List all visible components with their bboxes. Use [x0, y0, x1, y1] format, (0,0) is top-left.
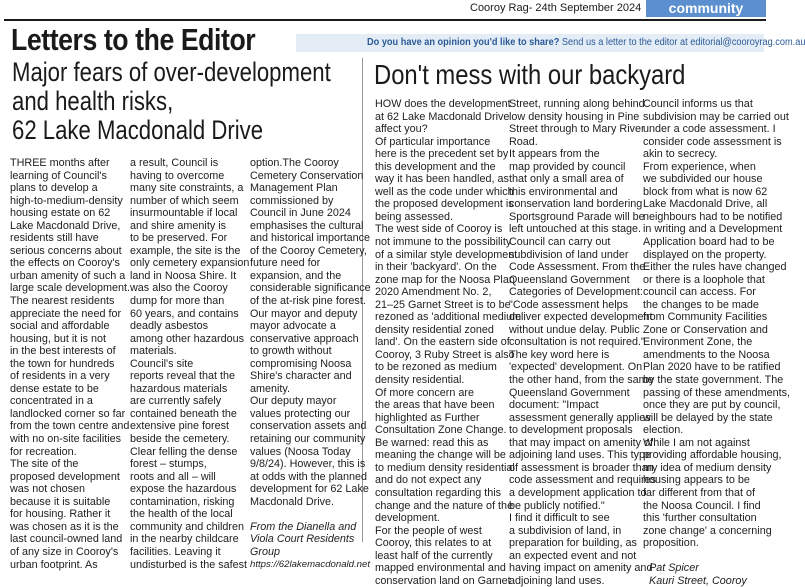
text-line: Code Assessment. From the [509, 261, 646, 274]
text-line: urban amenity of such a [10, 269, 126, 282]
text-line: preparation for building, as [509, 537, 637, 550]
text-line: compromising Noosa [250, 357, 352, 370]
text-line: landlocked corner so far [10, 407, 126, 420]
letter1-column-3 [250, 157, 371, 571]
letter1-headline [12, 58, 331, 145]
text-line: passing of these amendments, [643, 386, 791, 399]
letter1-column-2 [130, 157, 249, 571]
text-line: in their 'backyard'. On the [375, 261, 497, 274]
text-line: here is the precedent set by [375, 148, 509, 161]
text-line: and historical importance [250, 232, 371, 245]
text-line: conservation assets and [250, 420, 367, 433]
text-line: displayed on the property. [643, 248, 767, 261]
text-line: council can access. For [643, 286, 756, 299]
text-line: meaning the change will be [375, 449, 506, 462]
text-line: a result, Council is [130, 157, 219, 169]
text-line: of a similar style development [375, 248, 518, 261]
text-line: Council can carry out [509, 236, 611, 249]
text-line: Queensland Government [509, 273, 630, 286]
text-line: consider code assessment is [643, 135, 782, 148]
text-line: extensive pine forest [130, 420, 230, 433]
text-line: emphasises the cultural [250, 219, 364, 232]
text-line: the Noosa Council. I find [643, 499, 761, 512]
text-line: dense estate to be [10, 382, 99, 395]
text-line: from Community Facilities [643, 311, 768, 324]
text-line: Cooroy, this relates to at [375, 537, 492, 550]
text-line: Categories of Development: [509, 286, 643, 299]
text-line: housing, but it is not [10, 332, 107, 345]
text-line: was chosen as it is the [10, 520, 119, 533]
text-line: to be preserved. For [130, 232, 228, 245]
text-line: providing affordable housing, [643, 449, 782, 462]
text-line: Shire's character and [250, 370, 352, 383]
text-line: an expected event and not [509, 549, 637, 562]
text-line: density residential zoned [375, 323, 494, 336]
text-line: 'expected' development. On [509, 361, 643, 374]
text-line: proposition. [643, 537, 699, 550]
text-line: amenity. [250, 382, 291, 395]
text-line: expose the hazardous [130, 483, 237, 496]
text-line: Our deputy mayor [250, 395, 337, 408]
text-line: rezoned as 'additional medium [375, 311, 522, 324]
text-line: election. [643, 424, 684, 437]
text-line: or there is a loophole that [643, 273, 765, 286]
section-tag: community [646, 0, 766, 17]
text-line: "Code assessment helps [509, 298, 629, 311]
text-line: urban footprint. As [10, 558, 98, 571]
text-line: Our mayor and deputy [250, 307, 358, 320]
text-line: low density housing in Pine [509, 110, 640, 123]
text-line: plans to develop a [10, 182, 98, 195]
text-line: block from what is now 62 [643, 185, 768, 198]
text-line: adjoining land uses. This type [509, 449, 652, 462]
spacer [643, 550, 790, 563]
text-line: The site of the [10, 458, 79, 471]
text-line: amendments to the Noosa [643, 348, 770, 361]
text-line: From the Dianella and [250, 520, 357, 533]
text-line: because it is suitable [10, 495, 111, 508]
text-line: the changes to be made [643, 298, 759, 311]
text-line: being assessed. [375, 210, 454, 223]
text-line: last council-owned land [10, 533, 123, 546]
text-line: akin to secrecy. [643, 148, 718, 161]
text-line: Be warned: read this as [375, 436, 489, 449]
text-line: number of which seem [130, 194, 239, 207]
publication-date: Cooroy Rag- 24th September 2024 [470, 2, 642, 14]
text-line: housing estate on 62 [10, 207, 111, 220]
text-line: Consultation Zone Change. [375, 424, 507, 437]
text-line: not immune to the possibility [375, 236, 512, 249]
text-line: we subdivided our house [643, 173, 763, 186]
text-line: Of particular importance [375, 135, 491, 148]
text-line: be publicly notified." [509, 499, 605, 512]
text-line: conservation land on Garnet [375, 574, 511, 587]
text-line: materials. [130, 345, 177, 358]
text-line: consultation is not required." [509, 336, 645, 349]
text-line: deliver expected development [509, 311, 653, 324]
text-line: having to overcome [130, 169, 225, 182]
text-line: retaining our community [250, 433, 366, 446]
text-line: forest – stumps, [130, 458, 207, 471]
text-line: consultation regarding this [375, 486, 502, 499]
text-line: in writing and a Development [643, 223, 783, 236]
text-line: of any size in Cooroy's [10, 545, 119, 558]
text-line: at odds with the planned [250, 470, 368, 483]
letter2-column-3 [643, 98, 790, 587]
text-line: 2020 Amendment No. 2, [375, 286, 492, 299]
text-line: HOW does the development [375, 98, 511, 110]
text-line: Plan 2020 have to be ratified [643, 361, 781, 374]
text-line: only cemetery expansion [130, 257, 250, 270]
text-line: way it has been handled, as [375, 173, 509, 186]
text-line: once they are put by council, [643, 399, 781, 412]
text-line: are currently safely [130, 395, 222, 408]
text-line: and shire amenity is [130, 219, 227, 232]
text-line: deadly asbestos [130, 320, 209, 333]
text-line: at 62 Lake Macdonald Drive [375, 110, 510, 123]
text-line: neighbours had to be notified [643, 210, 783, 223]
text-line: in the nearby childcare [130, 533, 239, 546]
text-line: change and the nature of the [375, 499, 514, 512]
text-line: learning of Council's [10, 169, 107, 182]
text-line: dump for more than [130, 295, 225, 308]
text-line: The key word here is [509, 348, 610, 361]
text-line: Queensland Government [509, 386, 630, 399]
text-line: option.The Cooroy [250, 157, 339, 169]
text-line: the town for hundreds [10, 357, 115, 370]
text-line: hazardous materials [130, 382, 228, 395]
text-line: Sportsground Parade will be [509, 210, 645, 223]
header-rule [4, 19, 766, 21]
text-line: subdivision may be carried out [643, 110, 789, 123]
text-line: density residential. [375, 374, 465, 387]
text-line: high-to-medium-density [10, 194, 123, 207]
letter1-headline-line: Major fears of over-development [12, 57, 331, 87]
text-line: least half of the currently [375, 549, 493, 562]
text-line: adjoining land uses. [509, 574, 605, 587]
text-line: far different from that of [643, 486, 756, 499]
text-line: Zone or Conservation and [643, 323, 768, 336]
text-line: values (Noosa Today [250, 445, 351, 458]
text-line: left untouched at this stage. [509, 223, 642, 236]
text-line: for housing. Rather it [10, 508, 111, 521]
text-line: by the state government. The [643, 374, 784, 387]
text-line: Cemetery Conservation [250, 169, 364, 182]
text-line: to be rezoned as medium [375, 361, 497, 374]
text-line: contamination, risking [130, 495, 235, 508]
text-line: a development application to [509, 486, 647, 499]
text-line: values protecting our [250, 407, 351, 420]
text-line: code assessment and requires [509, 474, 657, 487]
text-line: concentrated in a [10, 395, 93, 408]
text-line: example, the site is the [130, 244, 241, 257]
text-line: the effects on Cooroy's [10, 257, 120, 270]
text-line: my idea of medium density [643, 461, 772, 474]
text-line: zone map for the Noosa Plan [375, 273, 515, 286]
text-line: highlighted as Further [375, 411, 480, 424]
text-line: to medium density residential [375, 461, 515, 474]
text-line: Of more concern are [375, 386, 475, 399]
text-line: Group [250, 545, 281, 558]
page-title: Letters to the Editor [11, 22, 256, 57]
text-line: many site constraints, a [130, 182, 244, 195]
share-lead: Do you have an opinion you'd like to share? [367, 37, 560, 48]
text-line: this 'further consultation [643, 512, 757, 525]
letter1-column-1 [10, 157, 130, 571]
letter2-column-2 [509, 98, 656, 587]
letter2-headline: Don't mess with our backyard [374, 59, 686, 90]
text-line: mapped environmental and [375, 562, 506, 575]
text-line: considerable significance [250, 282, 371, 295]
text-line: Council's site [130, 357, 194, 370]
text-line: conservation land bordering [509, 198, 643, 211]
text-line: of the Cooroy Cemetery, [250, 244, 367, 257]
text-line: mayor advocate a [250, 320, 336, 333]
text-line: assessment generally applies [509, 411, 651, 424]
text-line: of the at-risk pine forest. [250, 295, 366, 308]
text-line: that may impact on amenity of [509, 436, 654, 449]
text-line: Council in June 2024 [250, 207, 351, 220]
text-line: large scale development. [10, 282, 131, 295]
text-line: Street, running along behind [509, 98, 645, 110]
text-line: social and affordable [10, 320, 110, 333]
text-line: conservative approach [250, 332, 359, 345]
text-line: 60 years, and contains [130, 307, 239, 320]
text-line: It appears from the [509, 148, 600, 161]
text-line: housing appears to be [643, 474, 750, 487]
text-line: subdivision of land under [509, 248, 629, 261]
text-line: contained beneath the [130, 407, 237, 420]
text-line: Council informs us that [643, 98, 753, 110]
text-line: Road. [509, 135, 538, 148]
share-text [367, 37, 805, 48]
text-line: Lake Macdonald Drive, all [643, 198, 768, 211]
text-line: beside the cemetery. [130, 433, 230, 446]
text-line: of assessment is broader than [509, 461, 654, 474]
text-line: serious concerns about [10, 244, 122, 257]
text-line: document: "Impact [509, 399, 599, 412]
text-line: among other hazardous [130, 332, 245, 345]
text-line: Cooroy, 3 Ruby Street is also [375, 348, 515, 361]
text-line: under a code assessment. I [643, 123, 776, 136]
text-line: 21–25 Garnet Street is to be [375, 298, 511, 311]
text-line: proposed development [10, 470, 120, 483]
text-line: Management Plan [250, 182, 338, 195]
text-line: From experience, when [643, 160, 756, 173]
text-line: development for 62 Lake [250, 483, 369, 496]
text-line: facilities. Leaving it [130, 545, 221, 558]
text-line: to growth without [250, 345, 332, 358]
text-line: in the best interests of [10, 345, 116, 358]
text-line: Clear felling the dense [130, 445, 238, 458]
text-line: the other hand, from the same [509, 374, 654, 387]
spacer [250, 508, 371, 521]
text-line: Street through to Mary River [509, 123, 645, 136]
text-line: the proposed development is [375, 198, 514, 211]
text-line: residents still have [10, 232, 99, 245]
text-line: was also the Cooroy [130, 282, 228, 295]
text-line: having impact on amenity and [509, 562, 653, 575]
share-rest: Send us a letter to the editor at editorial@cooroyrag.com.au [559, 37, 805, 48]
text-line: Macdonald Drive. [250, 495, 335, 508]
text-line: this environmental and [509, 185, 618, 198]
text-line: For the people of west [375, 524, 482, 537]
letter1-headline-line: 62 Lake Macdonald Drive [12, 115, 264, 145]
text-line: future need for [250, 257, 321, 270]
text-line: of residents in a very [10, 370, 110, 383]
text-line: reports reveal that the [130, 370, 236, 383]
text-line: While I am not against [643, 436, 750, 449]
text-line: to development proposals [509, 424, 633, 437]
website-url: https://62lakemacdonald.net [250, 558, 371, 570]
text-line: the health of the local [130, 508, 233, 521]
text-line: development. [375, 512, 440, 525]
text-line: The nearest residents [10, 295, 115, 308]
letter2-column-1 [375, 98, 521, 587]
text-line: Viola Court Residents [250, 533, 355, 546]
text-line: well as the code under which [375, 185, 514, 198]
text-line: zone change' a concerning [643, 524, 772, 537]
text-line: commissioned by [250, 194, 334, 207]
text-line: without undue delay. Public [509, 323, 640, 336]
text-line: and do not expect any [375, 474, 482, 487]
text-line: will be delayed by the state [643, 411, 773, 424]
text-line: for recreation. [10, 445, 77, 458]
text-line: THREE months after [10, 157, 110, 169]
text-line: The west side of Cooroy is [375, 223, 503, 236]
text-line: Lake Macdonald Drive, [10, 219, 121, 232]
text-line: land in Noosa Shire. It [130, 269, 237, 282]
text-line: roots and all – will [130, 470, 216, 483]
text-line: appreciate the need for [10, 307, 122, 320]
text-line: 9/8/24). However, this is [250, 458, 366, 471]
text-line: Pat Spicer [649, 562, 699, 575]
text-line: Kauri Street, Cooroy [649, 574, 747, 587]
text-line: this development and the [375, 160, 496, 173]
text-line: land'. On the eastern side of [375, 336, 510, 349]
text-line: expansion, and the [250, 269, 342, 282]
text-line: from the town centre and [10, 420, 130, 433]
text-line: insurmountable if local [130, 207, 238, 220]
text-line: map provided by council [509, 160, 626, 173]
text-line: was not chosen [10, 483, 86, 496]
text-line: Environment Zone, the [643, 336, 753, 349]
text-line: Application board had to be [643, 236, 775, 249]
text-line: community and children [130, 520, 245, 533]
text-line: undisturbed is the safest [130, 558, 248, 571]
text-line: the areas that have been [375, 399, 495, 412]
text-line: that only a small area of [509, 173, 624, 186]
letter1-headline-line: and health risks, [12, 86, 174, 116]
text-line: I find it difficult to see [509, 512, 610, 525]
text-line: Either the rules have changed [643, 261, 787, 274]
text-line: a subdivision of land, in [509, 524, 622, 537]
text-line: affect you? [375, 123, 428, 136]
text-line: with no on-site facilities [10, 433, 122, 446]
